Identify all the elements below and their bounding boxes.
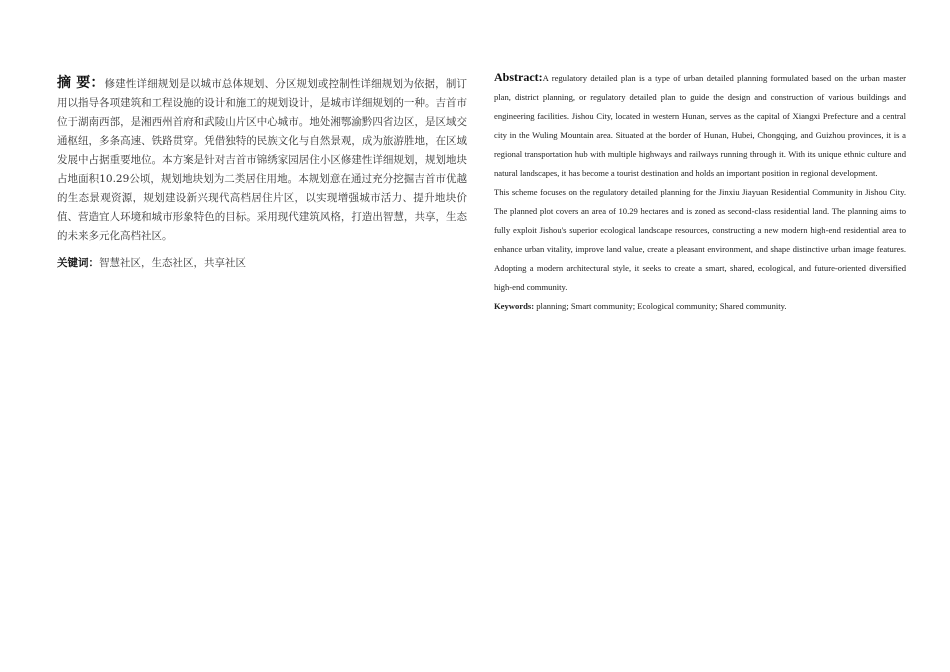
english-keywords	[494, 297, 906, 316]
chinese-abstract-label: 摘 要：	[57, 75, 105, 91]
chinese-keywords-label: 关键词：	[57, 257, 99, 269]
english-abstract-section	[494, 68, 906, 316]
chinese-abstract-text: 修建性详细规划是以城市总体规划、分区规划或控制性详细规划为依据，制订用以指导各项建筑和工程设施的设计和施工的规划设计，是城市详细规划的一种。吉首市位于湖南西部，是湘西州首府和武陵山片区中心城市。地处湘鄂渝黔四省边区，是区域交通枢纽，多条高速、铁路贯穿。凭借独特的民族文化与自然景观，成为旅游胜地，在区域发展中占据重要地位。本方案是针对吉首市锦绣家园居住小区修建性详细规划，规划地块占地面积10.29公顷，规划地块划为二类居住用地。本规划意在通过充分挖掘吉首市优越的生态景观资源，规划建设新兴现代高档居住片区，以实现增强城市活力、提升地块价值、营造宜人环境和城市形象特色的目标。采用现代建筑风格，打造出智慧，共享，生态的未来多元化高档社区。	[57, 78, 468, 242]
chinese-keywords	[57, 254, 467, 273]
english-keywords-label: Keywords:	[494, 301, 535, 311]
english-abstract-paragraph-1	[494, 68, 906, 183]
chinese-abstract	[57, 74, 467, 246]
english-abstract-label: Abstract:	[494, 70, 543, 84]
english-keywords-text: planning; Smart community; Ecological community; Shared community.	[534, 301, 787, 311]
english-abstract-text-1: A regulatory detailed plan is a type of urban detailed planning formulated based on the urban master plan, district planning, or regulatory detailed plan to guide the design and construction of various buildings and engineering facilities. Jishou City, located in western Hunan, serves as the capital of Xiangxi Prefecture and a central city in the Wuling Mountain area. Situated at the border of Hunan, Hubei, Chongqing, and Guizhou provinces, it is a regional transportation hub with multiple highways and railways running through it. With its unique ethnic culture and natural landscapes, it has become a tourist destination and holds an important position in regional development.	[494, 73, 906, 178]
chinese-keywords-text: 智慧社区，生态社区，共享社区	[99, 257, 246, 269]
chinese-abstract-section	[57, 74, 467, 273]
english-abstract-paragraph-2: This scheme focuses on the regulatory detailed planning for the Jinxiu Jiayuan Residential Community in Jishou City. The planned plot covers an area of 10.29 hectares and is zoned as second-class residential land. The planning aims to fully exploit Jishou's superior ecological landscape resources, constructing a new modern high-end residential area to enhance urban vitality, improve land value, create a pleasant environment, and shape distinctive urban image features. Adopting a modern architectural style, it seeks to create a smart, shared, ecological, and future-oriented diversified high-end community.	[494, 187, 906, 292]
